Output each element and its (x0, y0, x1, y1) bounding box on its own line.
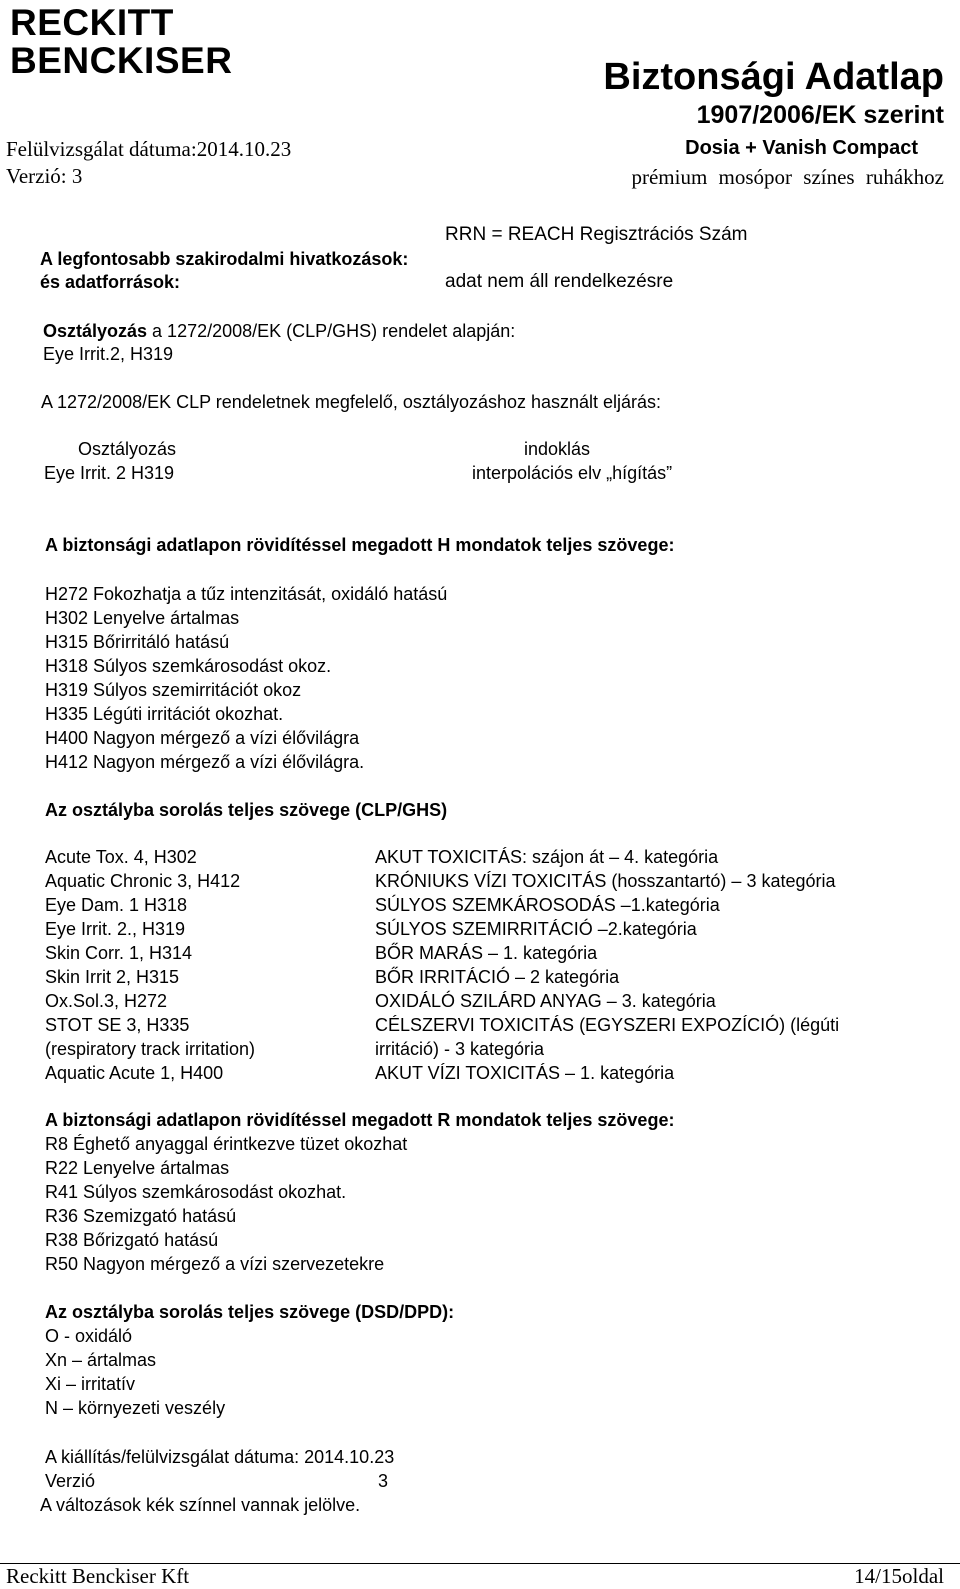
classification-column-header: Osztályozás (78, 439, 177, 459)
list-item: BŐR MARÁS – 1. kategória (375, 943, 598, 963)
list-item: KRÓNIUKS VÍZI TOXICITÁS (hosszantartó) – 3 kategória (375, 871, 836, 891)
list-item: N – környezeti veszély (45, 1398, 226, 1418)
issue-version-value: 3 (378, 1471, 389, 1491)
list-item: Acute Tox. 4, H302 (45, 847, 197, 867)
regulation-subtitle: 1907/2006/EK szerint (696, 101, 944, 129)
references-value: adat nem áll rendelkezésre (445, 271, 674, 292)
clp-classification-prefix: Osztályozás (43, 321, 148, 341)
list-item: H412 Nagyon mérgező a vízi élővilágra. (45, 752, 365, 772)
logo-line-2: BENCKISER (10, 40, 233, 81)
r-statements-heading: A biztonsági adatlapon rövidítéssel megadott R mondatok teljes szövege: (45, 1110, 675, 1130)
list-item: SÚLYOS SZEMKÁROSODÁS –1.kategória (375, 895, 720, 915)
list-item: OXIDÁLÓ SZILÁRD ANYAG – 3. kategória (375, 991, 716, 1011)
justification-column-header: indoklás (524, 439, 591, 459)
clp-classification-heading (43, 319, 515, 343)
r-statements-list (45, 1132, 407, 1276)
company-logo (10, 4, 232, 80)
clp-descriptions-list (375, 845, 839, 1085)
list-item: Aquatic Acute 1, H400 (45, 1063, 224, 1083)
logo-line-1: RECKITT (10, 2, 174, 43)
page-number: 14/15oldal (854, 1564, 944, 1588)
review-date: Felülvizsgálat dátuma:2014.10.23 (6, 137, 292, 161)
list-item: irritáció) - 3 kategória (375, 1039, 545, 1059)
clp-classification-value: Eye Irrit.2, H319 (43, 344, 174, 364)
list-item: O - oxidáló (45, 1326, 133, 1346)
references-label: A legfontosabb szakirodalmi hivatkozások: (40, 249, 409, 269)
list-item: Skin Irrit 2, H315 (45, 967, 180, 987)
list-item: Eye Dam. 1 H318 (45, 895, 188, 915)
rrn-definition: RRN = REACH Regisztrációs Szám (445, 224, 748, 245)
list-item: R50 Nagyon mérgező a vízi szervezetekre (45, 1254, 385, 1274)
version-label: Verzió: 3 (6, 164, 83, 188)
list-item: Xi – irritatív (45, 1374, 136, 1394)
clp-classification-rest: a 1272/2008/EK (CLP/GHS) rendelet alapján: (147, 321, 516, 341)
list-item: STOT SE 3, H335 (45, 1015, 190, 1035)
list-item: R36 Szemizgató hatású (45, 1206, 237, 1226)
list-item: R41 Súlyos szemkárosodást okozhat. (45, 1182, 347, 1202)
list-item: AKUT TOXICITÁS: szájon át – 4. kategória (375, 847, 719, 867)
data-sources-label: és adatforrások: (40, 272, 181, 292)
list-item: R8 Éghető anyaggal érintkezve tüzet okozhat (45, 1134, 408, 1154)
issue-date: A kiállítás/felülvizsgálat dátuma: 2014.10.23 (45, 1447, 395, 1467)
list-item: BŐR IRRITÁCIÓ – 2 kategória (375, 967, 620, 987)
list-item: (respiratory track irritation) (45, 1039, 256, 1059)
list-item: H400 Nagyon mérgező a vízi élővilágra (45, 728, 360, 748)
list-item: H335 Légúti irritációt okozhat. (45, 704, 284, 724)
clp-codes-list (45, 845, 255, 1085)
list-item: Eye Irrit. 2., H319 (45, 919, 186, 939)
changes-note: A változások kék színnel vannak jelölve. (40, 1495, 361, 1515)
h-statements-heading: A biztonsági adatlapon rövidítéssel megadott H mondatok teljes szövege: (45, 535, 675, 555)
classification-value: Eye Irrit. 2 H319 (44, 463, 175, 483)
list-item: H315 Bőrirritáló hatású (45, 632, 230, 652)
list-item: CÉLSZERVI TOXICITÁS (EGYSZERI EXPOZÍCIÓ) (légúti (375, 1015, 840, 1035)
footer-company: Reckitt Benckiser Kft (6, 1564, 190, 1588)
list-item: H318 Súlyos szemkárosodást okoz. (45, 656, 332, 676)
list-item: H319 Súlyos szemirritációt okoz (45, 680, 302, 700)
list-item: H272 Fokozhatja a tűz intenzitását, oxidáló hatású (45, 584, 448, 604)
document-title: Biztonsági Adatlap (603, 56, 944, 98)
product-description: prémium mosópor színes ruhákhoz (631, 165, 944, 189)
list-item: H302 Lenyelve ártalmas (45, 608, 240, 628)
list-item: AKUT VÍZI TOXICITÁS – 1. kategória (375, 1063, 675, 1083)
h-statements-list (45, 582, 447, 774)
clp-full-text-heading: Az osztályba sorolás teljes szövege (CLP/GHS) (45, 800, 448, 820)
list-item: R38 Bőrizgató hatású (45, 1230, 219, 1250)
list-item: SÚLYOS SZEMIRRITÁCIÓ –2.kategória (375, 919, 697, 939)
product-name: Dosia + Vanish Compact (685, 137, 918, 159)
clp-procedure-heading: A 1272/2008/EK CLP rendeletnek megfelelő, osztályozáshoz használt eljárás: (41, 392, 662, 412)
list-item: Ox.Sol.3, H272 (45, 991, 168, 1011)
issue-version-label: Verzió (45, 1471, 96, 1491)
dsd-list (45, 1324, 225, 1420)
list-item: Skin Corr. 1, H314 (45, 943, 193, 963)
dsd-full-text-heading: Az osztályba sorolás teljes szövege (DSD/DPD): (45, 1302, 455, 1322)
list-item: Xn – ártalmas (45, 1350, 157, 1370)
list-item: Aquatic Chronic 3, H412 (45, 871, 241, 891)
justification-value: interpolációs elv „hígítás” (472, 463, 673, 483)
list-item: R22 Lenyelve ártalmas (45, 1158, 230, 1178)
